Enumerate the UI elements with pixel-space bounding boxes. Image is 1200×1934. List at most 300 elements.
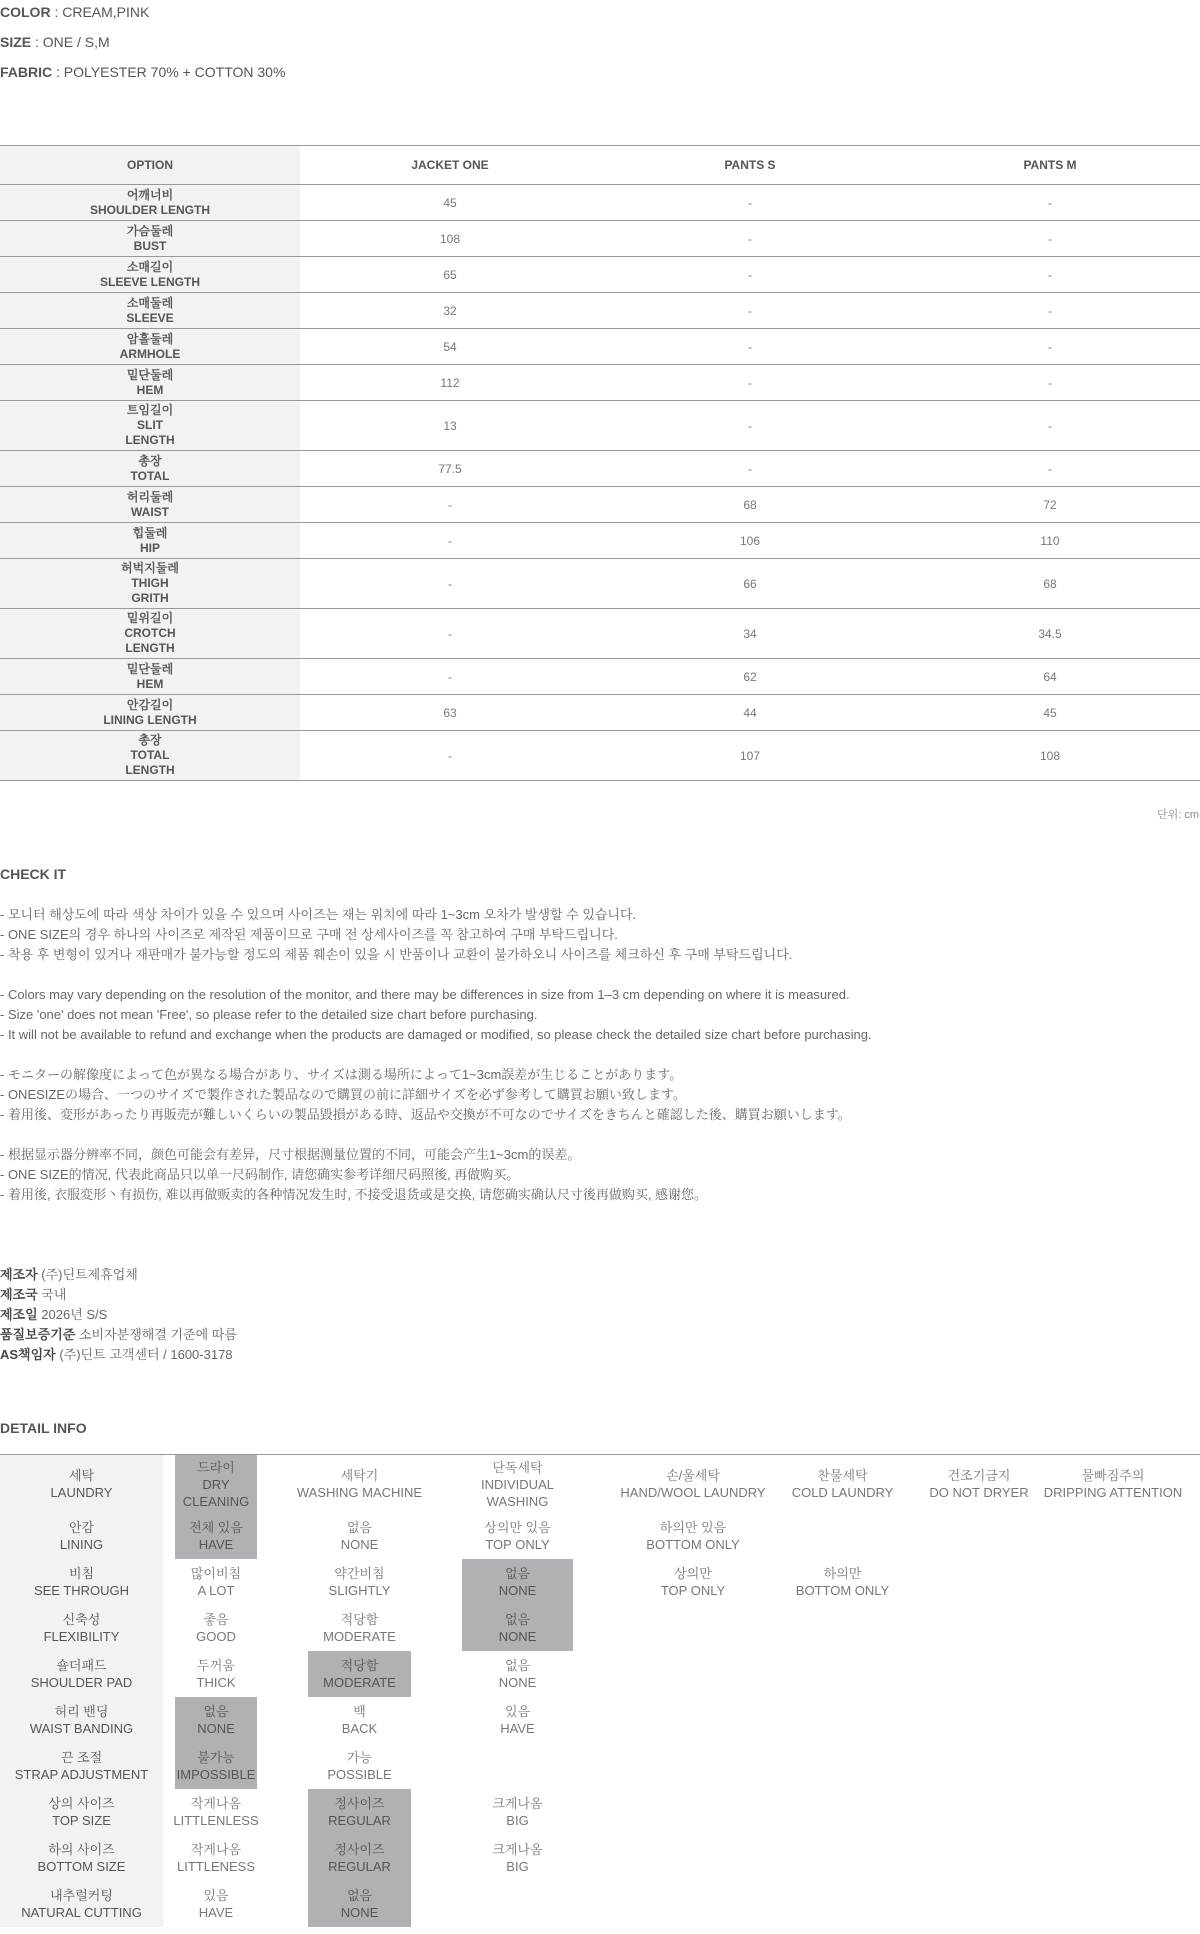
detail-label-text: SHOULDER PAD (30, 1675, 133, 1690)
size-value-cell: - (600, 257, 900, 293)
size-value-cell: 108 (300, 221, 600, 257)
detail-label-text: 내추럴커팅 (50, 1888, 113, 1903)
option-label-en: BUST (133, 238, 167, 253)
spec-color-value: : CREAM,PINK (50, 4, 150, 20)
manufacturer-value: (주)딘트 고객센터 / 1600-3178 (55, 1347, 233, 1362)
option-label-en: GRITH (131, 591, 169, 605)
option-label-en: LENGTH (125, 763, 175, 777)
size-table-header-cell: PANTS M (900, 146, 1200, 185)
option-cell (0, 185, 300, 221)
manufacturer-label: AS책임자 (0, 1347, 56, 1362)
size-value-cell: 66 (600, 559, 900, 609)
detail-option (296, 1605, 423, 1651)
detail-label-text: 세탁 (68, 1468, 95, 1483)
note-line: - ONE SIZE的情况, 代表此商品只以单一尺码制作, 请您确实参考详细尺码照後, 再做购买。 (0, 1167, 520, 1182)
detail-row (0, 1513, 1200, 1559)
detail-option-text: 있음 (504, 1704, 531, 1719)
detail-option (618, 1513, 768, 1559)
option-cell (0, 523, 300, 559)
detail-option-text: NONE (498, 1675, 537, 1690)
detail-row (0, 1651, 1200, 1697)
option-cell (0, 559, 300, 609)
size-value-cell: - (900, 451, 1200, 487)
size-value-cell: 44 (600, 695, 900, 731)
detail-option-text: NONE (340, 1905, 379, 1920)
spec-fabric-label: FABRIC (0, 64, 53, 80)
detail-option-text: 찬물세탁 (817, 1468, 868, 1483)
detail-option-text: 물빠짐주의 (1081, 1468, 1145, 1483)
size-value-cell: 68 (900, 559, 1200, 609)
detail-option-text: IMPOSSIBLE (176, 1767, 256, 1782)
option-label-en: SLEEVE LENGTH (99, 274, 200, 289)
detail-option-text: 단독세탁 (492, 1459, 543, 1475)
size-table-header-cell: PANTS S (600, 146, 900, 185)
manufacturer-label: 제조국 (0, 1287, 38, 1302)
size-value-cell: - (900, 329, 1200, 365)
detail-row-label (0, 1743, 163, 1789)
spec-size (0, 34, 110, 50)
note-line: - ONESIZEの場合、一つのサイズで製作された製品なので購買の前に詳細サイズを必ず参考して購買お願い致します。 (0, 1087, 686, 1102)
detail-label-text: STRAP ADJUSTMENT (14, 1767, 149, 1782)
detail-info-grid (0, 1454, 1200, 1927)
detail-option (450, 1789, 585, 1835)
option-label-kr: 안감길이 (126, 697, 174, 712)
detail-row-label (0, 1559, 163, 1605)
detail-option-selected (308, 1789, 411, 1835)
detail-option-text: 가능 (346, 1750, 373, 1765)
size-value-cell: 108 (900, 731, 1200, 781)
detail-option-text: DRY (202, 1476, 230, 1492)
detail-option-selected (175, 1455, 257, 1513)
detail-info-title: DETAIL INFO (0, 1420, 87, 1436)
detail-option-text: BACK (341, 1721, 378, 1736)
manufacturer-row (0, 1265, 237, 1285)
detail-option (450, 1835, 585, 1881)
detail-label-text: SEE THROUGH (33, 1583, 130, 1598)
size-table-row (0, 293, 1200, 329)
option-cell (0, 695, 300, 731)
size-table-row (0, 365, 1200, 401)
note-line: - 着用後, 衣服変形丶有损伤, 难以再做贩卖的各种情况发生时, 不接受退货或是交换, 请您确实确认尺寸後再做购买, 感谢您。 (0, 1187, 708, 1202)
detail-option-text: 크게나옴 (492, 1842, 543, 1857)
option-cell (0, 401, 300, 451)
detail-label-text: LINING (59, 1537, 104, 1552)
size-value-cell: - (600, 329, 900, 365)
option-label-en: HEM (136, 382, 164, 397)
manufacturer-info (0, 1265, 237, 1365)
detail-row (0, 1789, 1200, 1835)
manufacturer-row (0, 1285, 237, 1305)
detail-option-selected (308, 1651, 411, 1697)
notes-chinese (0, 1145, 707, 1205)
detail-option-text: HAVE (198, 1537, 234, 1552)
detail-option-text: 하의만 (823, 1566, 862, 1581)
size-table-row (0, 257, 1200, 293)
option-label-en: THIGH (131, 576, 169, 590)
option-label-kr: 어깨너비 (126, 187, 174, 202)
detail-option-text: 없음 (504, 1612, 531, 1627)
detail-option (450, 1697, 585, 1743)
detail-row-label (0, 1513, 163, 1559)
option-label-kr: 소매길이 (126, 259, 174, 274)
size-table-header (0, 146, 1200, 185)
note-line: - It will not be available to refund and exchange when the products are damaged or modified, so please check the detailed size chart before purchasing. (0, 1027, 872, 1042)
option-cell (0, 451, 300, 487)
option-label-en: SLIT (137, 418, 163, 432)
size-value-cell: 32 (300, 293, 600, 329)
detail-option-text: HAND/WOOL LAUNDRY (620, 1485, 766, 1500)
detail-label-text: TOP SIZE (52, 1813, 111, 1828)
spec-color-label: COLOR (0, 4, 51, 20)
size-table-row (0, 185, 1200, 221)
detail-option (163, 1605, 269, 1651)
option-label-kr: 허벅지둘레 (121, 561, 179, 575)
detail-option-text: 작게나옴 (190, 1796, 242, 1811)
size-table-row (0, 221, 1200, 257)
check-it-title: CHECK IT (0, 866, 67, 882)
detail-label-text: 하의 사이즈 (48, 1842, 115, 1857)
spec-color (0, 4, 149, 20)
size-value-cell: - (900, 185, 1200, 221)
detail-label-text: 허리 밴딩 (54, 1704, 109, 1719)
manufacturer-label: 품질보증기준 (0, 1327, 76, 1342)
detail-option-text: REGULAR (328, 1859, 391, 1874)
notes-korean (0, 905, 792, 965)
size-value-cell: - (900, 293, 1200, 329)
detail-label-text: 상의 사이즈 (48, 1796, 115, 1811)
detail-option-text: 드라이 (197, 1459, 235, 1475)
size-table-row (0, 695, 1200, 731)
note-line: - 착용 후 변형이 있거나 재판매가 불가능할 정도의 제품 훼손이 있을 시 반품이나 교환이 불가하오니 사이즈를 체크하신 후 구매 부탁드립니다. (0, 947, 793, 962)
detail-row-label (0, 1651, 163, 1697)
detail-option-text: NONE (498, 1583, 537, 1598)
size-table-row (0, 451, 1200, 487)
detail-option-text: 백 (353, 1704, 366, 1719)
size-value-cell: 45 (300, 185, 600, 221)
option-cell (0, 221, 300, 257)
detail-option-text: TOP ONLY (485, 1537, 550, 1552)
size-table-header-cell: JACKET ONE (300, 146, 600, 185)
detail-option (296, 1513, 423, 1559)
detail-option (163, 1881, 269, 1927)
note-line: - 着用後、変形があったり再販売が難しいくらいの製品毀損がある時、返品や交換が不可なのでサイズをきちんと確認した後、購買お願いします。 (0, 1107, 851, 1122)
size-value-cell: - (600, 451, 900, 487)
option-label-kr: 밑위길이 (126, 611, 174, 625)
detail-label-text: 숄더패드 (56, 1658, 107, 1673)
detail-row (0, 1835, 1200, 1881)
note-line: - 根据显示器分辨率不同，颜色可能会有差异，尺寸根据测量位置的不同，可能会产生1~3cm的误差。 (0, 1147, 581, 1162)
detail-option-text: 적당함 (340, 1658, 379, 1673)
detail-option-text: THICK (196, 1675, 236, 1690)
size-table-row (0, 609, 1200, 659)
detail-row (0, 1743, 1200, 1789)
option-label-kr: 밑단둘레 (126, 661, 174, 676)
option-label-kr: 밑단둘레 (126, 367, 174, 382)
detail-option-text: 두꺼움 (197, 1658, 235, 1673)
detail-option (450, 1513, 585, 1559)
option-label-en: CROTCH (124, 626, 176, 640)
detail-option (296, 1697, 423, 1743)
detail-option-text: MODERATE (323, 1629, 396, 1644)
size-value-cell: - (300, 609, 600, 659)
unit-label: 단위: cm (1156, 809, 1199, 821)
detail-option-text: HAVE (198, 1905, 234, 1920)
option-cell (0, 731, 300, 781)
option-label-en: LENGTH (125, 433, 175, 447)
detail-option (163, 1835, 269, 1881)
detail-option (450, 1455, 585, 1513)
detail-option (618, 1455, 768, 1513)
option-cell (0, 609, 300, 659)
detail-option-text: COLD LAUNDRY (791, 1485, 894, 1500)
detail-label-text: 신축성 (62, 1612, 101, 1627)
detail-option-text: A LOT (197, 1583, 235, 1598)
detail-label-text: BOTTOM SIZE (37, 1859, 126, 1874)
spec-size-value: : ONE / S,M (31, 34, 110, 50)
detail-option-text: 하의만 있음 (659, 1520, 727, 1535)
detail-option-selected (308, 1881, 411, 1927)
detail-option-text: 없음 (346, 1888, 373, 1903)
size-value-cell: 106 (600, 523, 900, 559)
detail-option-text: MODERATE (323, 1675, 396, 1690)
manufacturer-row (0, 1305, 237, 1325)
detail-option-selected (308, 1835, 411, 1881)
option-label-kr: 총장 (138, 733, 162, 747)
size-value-cell: - (300, 487, 600, 523)
size-table-body (0, 185, 1200, 781)
option-label-kr: 힙둘레 (132, 525, 168, 540)
notes-japanese (0, 1065, 851, 1125)
option-label-en: SLEEVE (126, 310, 174, 325)
detail-option-text: GOOD (196, 1629, 236, 1644)
detail-option-text: DRIPPING ATTENTION (1043, 1485, 1183, 1500)
size-value-cell: - (600, 401, 900, 451)
detail-option-text: BIG (506, 1813, 529, 1828)
detail-option-text: SLIGHTLY (328, 1583, 391, 1598)
detail-option-selected (175, 1513, 257, 1559)
detail-option-selected (175, 1743, 257, 1789)
option-label-en: SHOULDER LENGTH (90, 202, 210, 217)
detail-option-text: 없음 (203, 1704, 229, 1719)
detail-label-text: FLEXIBILITY (43, 1629, 120, 1644)
detail-option (163, 1559, 269, 1605)
detail-option-text: BOTTOM ONLY (646, 1537, 740, 1552)
detail-option-text: 손/울세탁 (666, 1468, 720, 1483)
option-cell (0, 293, 300, 329)
detail-option-text: INDIVIDUAL WASHING (481, 1476, 554, 1509)
detail-option-text: 없음 (346, 1520, 373, 1535)
detail-option (1040, 1455, 1186, 1513)
detail-option-text: 많이비침 (190, 1566, 242, 1581)
detail-label-text: 끈 조절 (60, 1750, 103, 1765)
detail-row (0, 1559, 1200, 1605)
size-value-cell: 65 (300, 257, 600, 293)
note-line: - Size 'one' does not mean 'Free', so please refer to the detailed size chart before purchasing. (0, 1007, 538, 1022)
option-label-en: LENGTH (125, 641, 175, 655)
detail-row (0, 1697, 1200, 1743)
size-value-cell: - (900, 365, 1200, 401)
option-label-en: HEM (136, 676, 164, 691)
detail-option (163, 1789, 269, 1835)
option-label-kr: 허리둘레 (126, 489, 174, 504)
detail-option-text: 적당함 (340, 1612, 379, 1627)
detail-option-text: NONE (340, 1537, 379, 1552)
detail-row (0, 1455, 1200, 1513)
detail-option-text: 없음 (504, 1658, 531, 1673)
detail-option-selected (462, 1559, 573, 1605)
size-table (0, 145, 1200, 781)
size-value-cell: 68 (600, 487, 900, 523)
detail-option-text: TOP ONLY (660, 1583, 726, 1598)
size-value-cell: 45 (900, 695, 1200, 731)
size-value-cell: 63 (300, 695, 600, 731)
detail-label-text: NATURAL CUTTING (21, 1905, 142, 1920)
detail-option (618, 1559, 768, 1605)
option-label-en: ARMHOLE (119, 346, 181, 361)
size-value-cell: 13 (300, 401, 600, 451)
option-label-en: TOTAL (130, 748, 170, 762)
option-cell (0, 365, 300, 401)
size-value-cell: - (600, 365, 900, 401)
size-value-cell: 107 (600, 731, 900, 781)
note-line: - 모니터 해상도에 따라 색상 차이가 있을 수 있으며 사이즈는 재는 위치에 따라 1~3cm 오차가 발생할 수 있습니다. (0, 907, 637, 922)
detail-option-text: CLEANING (182, 1493, 250, 1509)
detail-option-text: LITTLENESS (176, 1859, 256, 1874)
size-value-cell: - (300, 559, 600, 609)
size-value-cell: 112 (300, 365, 600, 401)
size-value-cell: - (900, 257, 1200, 293)
detail-option (765, 1455, 920, 1513)
size-table-row (0, 559, 1200, 609)
size-value-cell: - (300, 731, 600, 781)
size-value-cell: - (300, 659, 600, 695)
detail-option-text: REGULAR (328, 1813, 391, 1828)
detail-option-text: 정사이즈 (334, 1796, 385, 1811)
spec-fabric (0, 64, 285, 80)
detail-option-text: LITTLENLESS (173, 1813, 259, 1828)
size-table-row (0, 401, 1200, 451)
detail-option-text: 불가능 (197, 1750, 235, 1765)
detail-row-label (0, 1605, 163, 1651)
option-cell (0, 257, 300, 293)
detail-row (0, 1605, 1200, 1651)
detail-option-text: WASHING MACHINE (296, 1485, 423, 1500)
option-label-en: TOTAL (130, 468, 170, 483)
detail-row-label (0, 1697, 163, 1743)
detail-row-label (0, 1455, 163, 1513)
detail-option-text: 좋음 (203, 1612, 229, 1627)
detail-row-label (0, 1881, 163, 1927)
size-table-row (0, 523, 1200, 559)
option-cell (0, 329, 300, 365)
manufacturer-value: 소비자분쟁해결 기준에 따름 (75, 1327, 237, 1342)
size-value-cell: - (600, 221, 900, 257)
detail-option-text: BOTTOM ONLY (795, 1583, 890, 1598)
size-value-cell: - (600, 185, 900, 221)
detail-option (450, 1651, 585, 1697)
notes-english (0, 985, 872, 1045)
size-value-cell: 34 (600, 609, 900, 659)
size-value-cell: 72 (900, 487, 1200, 523)
detail-option-text: 상의만 (674, 1566, 712, 1581)
size-value-cell: 110 (900, 523, 1200, 559)
note-line: - Colors may vary depending on the resolution of the monitor, and there may be differences in size from 1–3 cm depending on where it is measured. (0, 987, 850, 1002)
detail-label-text: WAIST BANDING (29, 1721, 134, 1736)
detail-row-label (0, 1789, 163, 1835)
detail-option-text: HAVE (500, 1721, 535, 1736)
size-table-header-cell: OPTION (0, 146, 300, 185)
detail-option-text: 세탁기 (340, 1468, 379, 1483)
size-value-cell: 62 (600, 659, 900, 695)
detail-option-text: BIG (506, 1859, 529, 1874)
detail-option-text: 전체 있음 (189, 1520, 243, 1535)
detail-option (765, 1559, 920, 1605)
detail-option-text: DO NOT DRYER (929, 1485, 1029, 1500)
detail-option (296, 1743, 423, 1789)
option-label-kr: 소매둘레 (126, 295, 174, 310)
detail-label-text: 비침 (68, 1566, 95, 1581)
manufacturer-value: (주)딘트제휴업체 (37, 1267, 138, 1282)
option-label-en: HIP (139, 540, 160, 555)
detail-option-text: 약간비침 (334, 1566, 385, 1581)
option-label-kr: 암홀둘레 (126, 331, 174, 346)
detail-option-text: 있음 (203, 1888, 229, 1903)
detail-option-text: 없음 (504, 1566, 531, 1581)
size-value-cell: - (300, 523, 600, 559)
detail-option (163, 1651, 269, 1697)
spec-size-label: SIZE (0, 34, 32, 50)
detail-label-text: LAUNDRY (50, 1485, 113, 1500)
option-cell (0, 659, 300, 695)
option-label-en: WAIST (131, 504, 169, 519)
size-table-row (0, 487, 1200, 523)
detail-option (296, 1559, 423, 1605)
detail-option-text: NONE (498, 1629, 537, 1644)
size-value-cell: 54 (300, 329, 600, 365)
manufacturer-row (0, 1345, 237, 1365)
manufacturer-label: 제조자 (0, 1267, 38, 1282)
size-value-cell: 64 (900, 659, 1200, 695)
note-line: - ONE SIZE의 경우 하나의 사이즈로 제작된 제품이므로 구매 전 상세사이즈를 꼭 참고하여 구매 부탁드립니다. (0, 927, 618, 942)
size-value-cell: - (900, 221, 1200, 257)
detail-option-text: 상의만 있음 (484, 1520, 551, 1535)
detail-option (296, 1455, 423, 1513)
detail-option-text: 작게나옴 (190, 1842, 242, 1857)
size-value-cell: 77.5 (300, 451, 600, 487)
detail-option-text: NONE (197, 1721, 235, 1736)
detail-label-text: 안감 (68, 1520, 95, 1535)
manufacturer-value: 국내 (37, 1287, 67, 1302)
manufacturer-row (0, 1325, 237, 1345)
size-table-row (0, 659, 1200, 695)
option-label-kr: 트임길이 (126, 403, 174, 417)
detail-row-label (0, 1835, 163, 1881)
detail-option-selected (175, 1697, 257, 1743)
detail-option-text: 크게나옴 (492, 1796, 543, 1811)
option-label-en: LINING LENGTH (103, 712, 197, 727)
detail-option-text: 건조기금지 (947, 1468, 1011, 1483)
detail-option-selected (462, 1605, 573, 1651)
detail-option-text: POSSIBLE (327, 1767, 392, 1782)
detail-row (0, 1881, 1200, 1927)
detail-option (918, 1455, 1040, 1513)
manufacturer-value: 2026년 S/S (37, 1307, 108, 1322)
size-table-row (0, 731, 1200, 781)
detail-option-text: 정사이즈 (334, 1842, 385, 1857)
option-cell (0, 487, 300, 523)
option-label-kr: 가슴둘레 (126, 223, 174, 238)
size-value-cell: 34.5 (900, 609, 1200, 659)
